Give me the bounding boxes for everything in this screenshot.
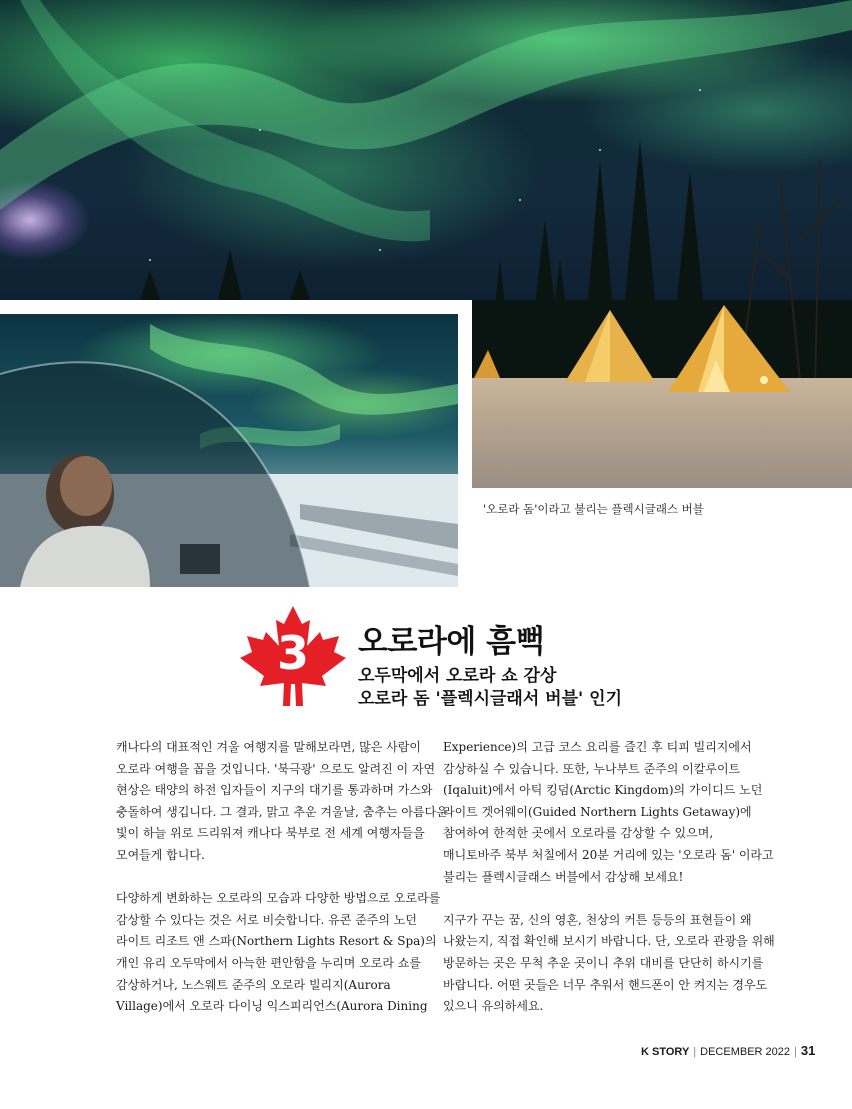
body-line: 빛이 하늘 위로 드리워져 캐나다 북부로 전 세계 여행자들을	[116, 826, 425, 841]
maple-leaf-icon	[240, 606, 346, 714]
section-title: 오로라에 흠뻑	[358, 624, 545, 660]
body-line: 나왔는지, 직접 확인해 보시기 바랍니다. 단, 오로라 관광을 위해	[443, 934, 775, 949]
footer-issue: DECEMBER 2022	[700, 1046, 791, 1058]
body-line: 불리는 플렉시글래스 버블에서 감상해 보세요!	[443, 869, 684, 884]
section-subtitle-line2: 오로라 돔 '플렉시글래서 버블' 인기	[358, 689, 622, 709]
body-line: 있으니 유의하세요.	[443, 999, 544, 1014]
body-line: 충돌하여 생깁니다. 그 결과, 맑고 추운 겨울날, 춤추는 아름다운	[116, 804, 448, 819]
body-line: 라이트 겟어웨이(Guided Northern Lights Getaway)에	[443, 804, 752, 819]
body-line: 감상하거나, 노스웨트 준주의 오로라 빌리지(Aurora	[116, 977, 391, 992]
page-footer: K STORY | DECEMBER 2022 | 31	[641, 1043, 816, 1058]
body-line: (Iqaluit)에서 아틱 킹덤(Arctic Kingdom)의 가이디드 노던	[443, 783, 763, 798]
body-line: 감상할 수 있다는 것은 서로 비슷합니다. 유콘 준주의 노던	[116, 912, 417, 927]
page-number: 31	[800, 1043, 816, 1058]
photo-caption: '오로라 돔'이라고 불리는 플렉시글래스 버블	[483, 502, 704, 516]
body-line	[116, 867, 436, 889]
body-line: 현상은 태양의 하전 입자들이 지구의 대기를 통과하며 가스와	[116, 783, 433, 798]
section-number: 3	[276, 626, 309, 680]
section-subtitle-line1: 오두막에서 오로라 쇼 감상	[358, 666, 557, 686]
body-column-left	[116, 737, 448, 1018]
body-line: 모여들게 합니다.	[116, 847, 205, 862]
body-line: 개인 유리 오두막에서 아늑한 편안함을 누리며 오로라 쇼를	[116, 955, 421, 970]
body-line: 캐나다의 대표적인 겨울 여행지를 말해보라면, 많은 사람이	[116, 740, 421, 754]
body-column-right	[443, 737, 775, 1018]
aurora-bubble-photo	[0, 314, 458, 587]
body-line	[443, 888, 763, 910]
body-line: 방문하는 곳은 무척 추운 곳이니 추위 대비를 단단히 하시기를	[443, 955, 764, 970]
body-line: Village)에서 오로라 다이닝 익스피리언스(Aurora Dining	[116, 999, 428, 1014]
body-line: 참여하여 한적한 곳에서 오로라를 감상할 수 있으며,	[443, 826, 714, 841]
body-line: 다양하게 변화하는 오로라의 모습과 다양한 방법으로 오로라를	[116, 891, 441, 906]
body-line: 매니토바주 북부 처칠에서 20분 거리에 있는 '오로라 돔' 이라고	[443, 847, 774, 862]
body-line: 지구가 꾸는 꿈, 신의 영혼, 천상의 커튼 등등의 표현들이 왜	[443, 912, 752, 927]
body-line: 오로라 여행을 꼽을 것입니다. '북극광' 으로도 알려진 이 자연	[116, 761, 436, 776]
footer-brand: K STORY	[641, 1046, 690, 1058]
body-line: 라이트 리조트 앤 스파(Northern Lights Resort & Spa)의	[116, 934, 437, 949]
body-line: 바랍니다. 어떤 곳들은 너무 추워서 핸드폰이 안 켜지는 경우도	[443, 977, 768, 992]
body-line: 감상하실 수 있습니다. 또한, 누나부트 준주의 이칼루이트	[443, 761, 741, 776]
body-line: Experience)의 고급 코스 요리를 즐긴 후 티피 빌리지에서	[443, 740, 752, 754]
